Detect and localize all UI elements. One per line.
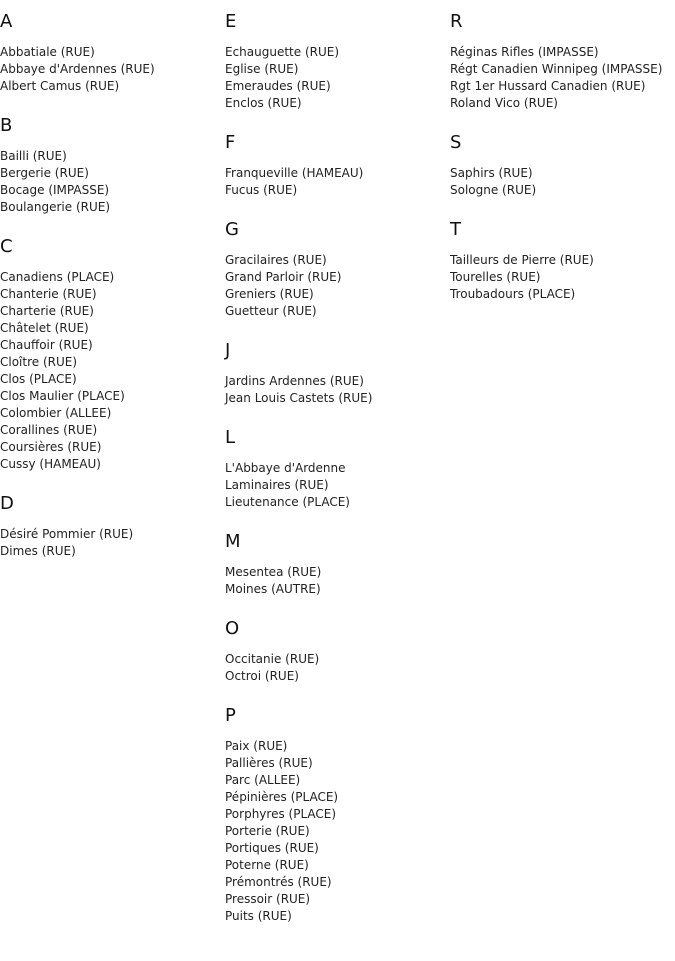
street-list [225, 564, 450, 598]
letter-group [0, 494, 225, 560]
index-column [225, 12, 450, 946]
street-item: Colombier (ALLEE) [0, 406, 112, 420]
street-item: Canadiens (PLACE) [0, 270, 115, 284]
street-item: Portiques (RUE) [225, 841, 319, 855]
street-list [225, 460, 450, 511]
street-item: Franqueville (HAMEAU) [225, 166, 364, 180]
street-item: Guetteur (RUE) [225, 304, 317, 318]
street-item: Pressoir (RUE) [225, 892, 311, 906]
letter-heading: L [225, 427, 236, 448]
letter-group [225, 428, 450, 511]
street-item: Puits (RUE) [225, 909, 292, 923]
street-list [0, 44, 225, 95]
letter-group [0, 116, 225, 216]
index-column [0, 12, 225, 581]
street-item: Rgt 1er Hussard Canadien (RUE) [450, 79, 646, 93]
street-item: Grand Parloir (RUE) [225, 270, 342, 284]
street-item: Albert Camus (RUE) [0, 79, 120, 93]
letter-group [225, 619, 450, 685]
street-item: Enclos (RUE) [225, 96, 302, 110]
street-item: Tailleurs de Pierre (RUE) [450, 253, 594, 267]
letter-group [0, 237, 225, 473]
street-item: Roland Vico (RUE) [450, 96, 558, 110]
street-item: Eglise (RUE) [225, 62, 299, 76]
street-list [0, 269, 225, 473]
letter-heading: E [225, 11, 237, 32]
street-item: Paix (RUE) [225, 739, 288, 753]
street-item: Porterie (RUE) [225, 824, 310, 838]
letter-group [225, 532, 450, 598]
letter-heading: A [0, 11, 13, 32]
street-item: Dimes (RUE) [0, 544, 76, 558]
letter-group [0, 12, 225, 95]
street-item: Réginas Rifles (IMPASSE) [450, 45, 599, 59]
street-list [225, 651, 450, 685]
street-item: Laminaires (RUE) [225, 478, 329, 492]
letter-heading: F [225, 132, 236, 153]
street-item: Coursières (RUE) [0, 440, 102, 454]
street-item: Clos (PLACE) [0, 372, 77, 386]
street-item: Jardins Ardennes (RUE) [225, 374, 364, 388]
street-list [225, 252, 450, 320]
street-item: Charterie (RUE) [0, 304, 94, 318]
street-list [225, 373, 450, 407]
street-item: Désiré Pommier (RUE) [0, 527, 134, 541]
index-column [450, 12, 675, 324]
street-list [450, 165, 675, 199]
letter-heading: P [225, 705, 236, 726]
street-item: Régt Canadien Winnipeg (IMPASSE) [450, 62, 663, 76]
street-item: Troubadours (PLACE) [450, 287, 576, 301]
street-item: Lieutenance (PLACE) [225, 495, 350, 509]
street-item: Octroi (RUE) [225, 669, 299, 683]
letter-group [450, 133, 675, 199]
street-item: Porphyres (PLACE) [225, 807, 337, 821]
letter-heading: B [0, 115, 13, 136]
street-item: Mesentea (RUE) [225, 565, 322, 579]
letter-heading: G [225, 219, 239, 240]
street-item: Greniers (RUE) [225, 287, 314, 301]
letter-group [225, 341, 450, 407]
street-list [0, 148, 225, 216]
street-list [0, 526, 225, 560]
street-list [225, 165, 450, 199]
letter-heading: M [225, 531, 241, 552]
street-item: Corallines (RUE) [0, 423, 98, 437]
street-item: Chauffoir (RUE) [0, 338, 93, 352]
letter-heading: C [0, 236, 13, 257]
letter-heading: T [450, 219, 461, 240]
street-item: Poterne (RUE) [225, 858, 309, 872]
street-item: Tourelles (RUE) [450, 270, 541, 284]
street-item: Emeraudes (RUE) [225, 79, 331, 93]
street-item: Châtelet (RUE) [0, 321, 89, 335]
letter-group [225, 12, 450, 112]
letter-heading: D [0, 493, 14, 514]
street-item: L'Abbaye d'Ardenne [225, 461, 346, 475]
street-item: Occitanie (RUE) [225, 652, 320, 666]
street-list [225, 738, 450, 925]
street-list [450, 44, 675, 112]
letter-heading: S [450, 132, 462, 153]
street-item: Parc (ALLEE) [225, 773, 301, 787]
letter-heading: J [225, 340, 231, 361]
street-item: Echauguette (RUE) [225, 45, 340, 59]
street-item: Jean Louis Castets (RUE) [225, 391, 373, 405]
street-list [450, 252, 675, 303]
street-item: Bergerie (RUE) [0, 166, 89, 180]
letter-group [225, 706, 450, 925]
street-item: Gracilaires (RUE) [225, 253, 327, 267]
letter-group [225, 220, 450, 320]
letter-group [450, 220, 675, 303]
street-item: Bailli (RUE) [0, 149, 67, 163]
street-list [225, 44, 450, 112]
street-item: Pallières (RUE) [225, 756, 313, 770]
street-item: Bocage (IMPASSE) [0, 183, 110, 197]
street-item: Fucus (RUE) [225, 183, 298, 197]
street-item: Saphirs (RUE) [450, 166, 533, 180]
street-item: Chanterie (RUE) [0, 287, 97, 301]
street-item: Sologne (RUE) [450, 183, 537, 197]
street-item: Abbaye d'Ardennes (RUE) [0, 62, 155, 76]
street-item: Moines (AUTRE) [225, 582, 321, 596]
street-item: Pépinières (PLACE) [225, 790, 339, 804]
letter-heading: R [450, 11, 463, 32]
street-item: Cussy (HAMEAU) [0, 457, 101, 471]
letter-heading: O [225, 618, 240, 639]
street-item: Prémontrés (RUE) [225, 875, 332, 889]
street-item: Clos Maulier (PLACE) [0, 389, 125, 403]
street-item: Abbatiale (RUE) [0, 45, 95, 59]
street-item: Boulangerie (RUE) [0, 200, 111, 214]
street-item: Cloître (RUE) [0, 355, 78, 369]
letter-group [450, 12, 675, 112]
letter-group [225, 133, 450, 199]
